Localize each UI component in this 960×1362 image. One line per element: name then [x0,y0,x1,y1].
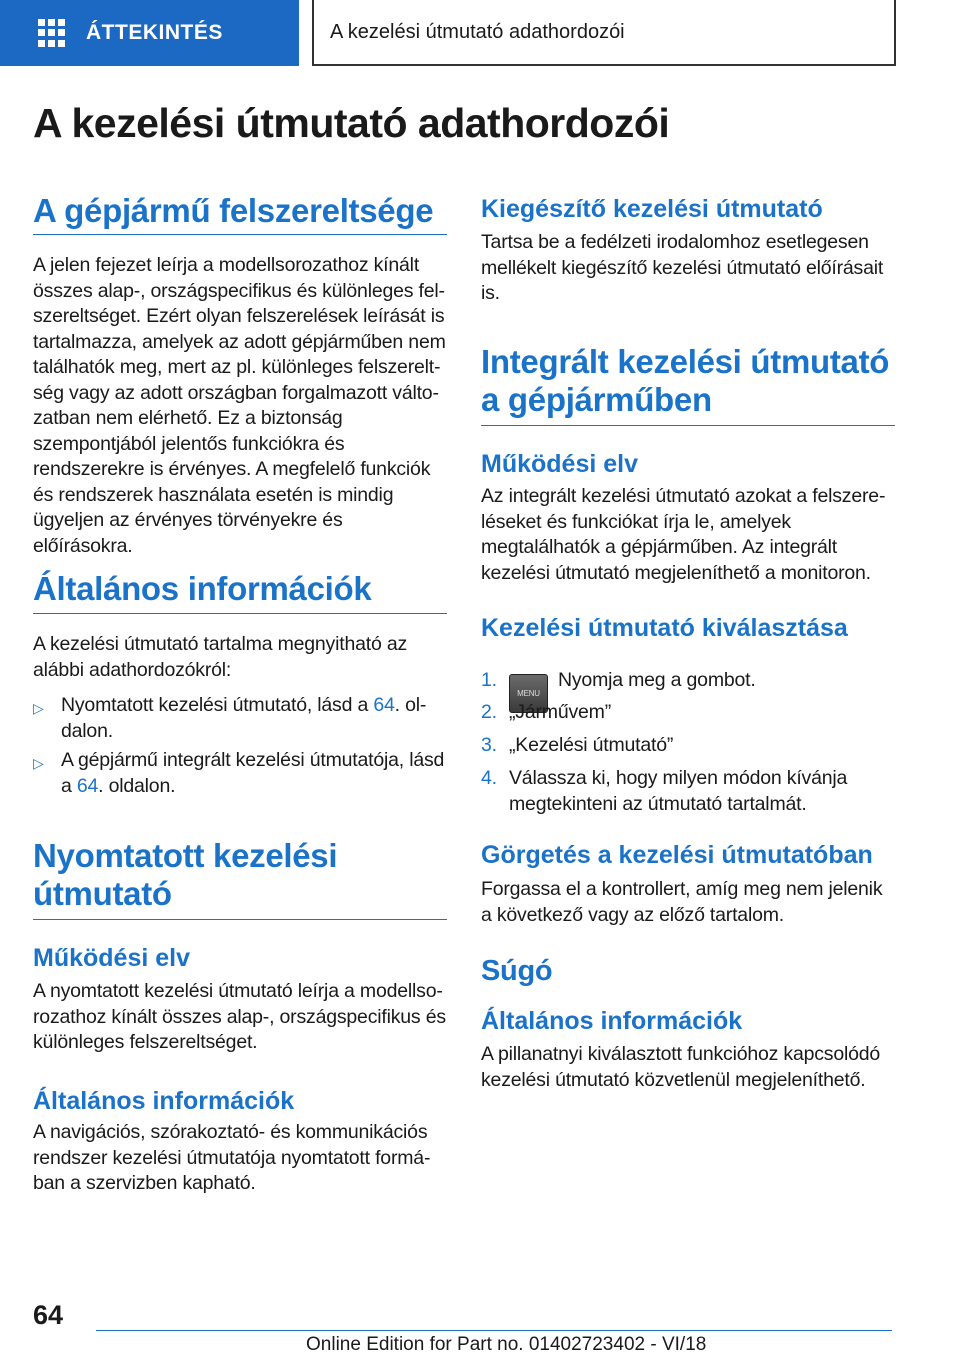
subsection-body: A pillanatnyi kiválasztott funkcióhoz kapcsolódó kezelési útmutató közvetlenül megjeleníthető. [481,1043,881,1091]
tab-overview-label: ÁTTEKINTÉS [86,21,223,44]
subsection-title: Általános információk [33,1087,295,1115]
section-rule [33,234,447,235]
section-printed-manual [33,837,447,920]
step-number: 4. [481,767,497,789]
list-item-text: Nyomtatott kezelési útmutató, lásd a 64. oldalon. [61,694,427,742]
subsection-title: Görgetés a kezelési útmutatóban [481,841,873,869]
list-item-text: A gépjármű integrált kezelési útmutatója, lásd a 64. oldalon. [61,749,445,797]
step-number: 2. [481,701,497,723]
subsection-title: Működési elv [481,450,638,478]
step-text: Válassza ki, hogy milyen módon kívánja megtekinteni az útmutató tartalmát. [509,767,848,815]
section-title: Integrált kezelési útmutató a gépjárműben [481,343,890,418]
section-title: A gépjármű felszereltsége [33,192,434,229]
subsection-title: Általános információk [481,1007,743,1035]
step-text: „Járművem” [509,701,612,723]
section-body: A jelen fejezet leírja a modellsorozathoz kínált összes alap-, országspecifikus és különleges felszereltséget. Ezért olyan felszerelések leírását is tartalmazza, amelyek az adott gépjárműben nem találhatók meg, mert az pl. különleges felszereltség vagy az adott országban forgalmazott változatban nem elérhető. Ez a biztonság szempontjából jelentős funkciókra és rendszerekre is érvényes. A megfelelő funkciók és rendszerek használata esetén is mindig ügyeljen az érvényes törvényekre és előírásokra. [33,254,446,557]
grid-icon [38,19,66,47]
step-number: 1. [481,669,497,691]
subsection-body: Az integrált kezelési útmutató azokat a felszereléseket és funkciókat írja le, amelyek megtalálhatók a gépjárműben. Az integrált kezelési útmutató megjeleníthető a monitoron. [481,485,886,584]
subsection-body: Forgassa el a kontrollert, amíg meg nem jelenik a következő vagy az előző tartalom. [481,878,883,926]
list-item [33,748,447,799]
section-rule [33,613,447,614]
section-body: A kezelési útmutató tartalma megnyitható az alábbi adathordozókról: [33,633,408,681]
top-navigation [0,0,960,66]
section-title: Általános információk [33,570,372,607]
tab-chapter-label: A kezelési útmutató adathordozói [330,20,625,43]
section-rule [33,919,447,920]
step-item [481,700,895,726]
page-link[interactable]: 64 [76,774,99,797]
section-title: Kiegészítő kezelési útmutató [481,195,823,223]
page-number: 64 [33,1300,64,1330]
triangle-bullet-icon: ▷ [33,700,44,716]
section-body: Tartsa be a fedélzeti irodalomhoz esetlegesen mellékelt kiegészítő kezelési útmutató előírásait is. [481,231,884,304]
section-equipment [33,192,447,235]
step-item [481,733,895,759]
section-title: Súgó [481,955,553,987]
tab-current-chapter[interactable] [312,0,896,66]
subsection-title: Kezelési útmutató kiválasztása [481,614,848,642]
footer-rule [96,1330,892,1331]
menu-button-icon[interactable]: MENU [509,674,548,713]
subsection-title: Működési elv [33,944,190,972]
section-general-info [33,570,447,614]
subsection-body: A nyomtatott kezelési útmutató leírja a modellsorozathoz kínált összes alap-, országspecifikus és különleges felszereltséget. [33,980,446,1053]
subsection-body: A navigációs, szórakoztató- és kommunikációs rendszer kezelési útmutatója nyomtatott formában a szervizben kapható. [33,1121,431,1194]
edition-text: Online Edition for Part no. 01402723402 - VI/18 [306,1334,707,1355]
page-link[interactable]: 64 [373,694,395,716]
step-number: 3. [481,734,497,756]
section-rule [481,425,895,426]
section-integrated-manual [481,343,895,426]
step-item [481,766,895,817]
step-text: MENUNyomja meg a gombot. [509,668,756,713]
step-text: „Kezelési útmutató” [509,734,674,756]
tab-overview[interactable] [0,0,299,66]
triangle-bullet-icon: ▷ [33,755,44,771]
list-item [33,693,447,744]
section-title: Nyomtatott kezelési útmutató [33,837,338,912]
page-title: A kezelési útmutató adathordozói [33,100,670,146]
